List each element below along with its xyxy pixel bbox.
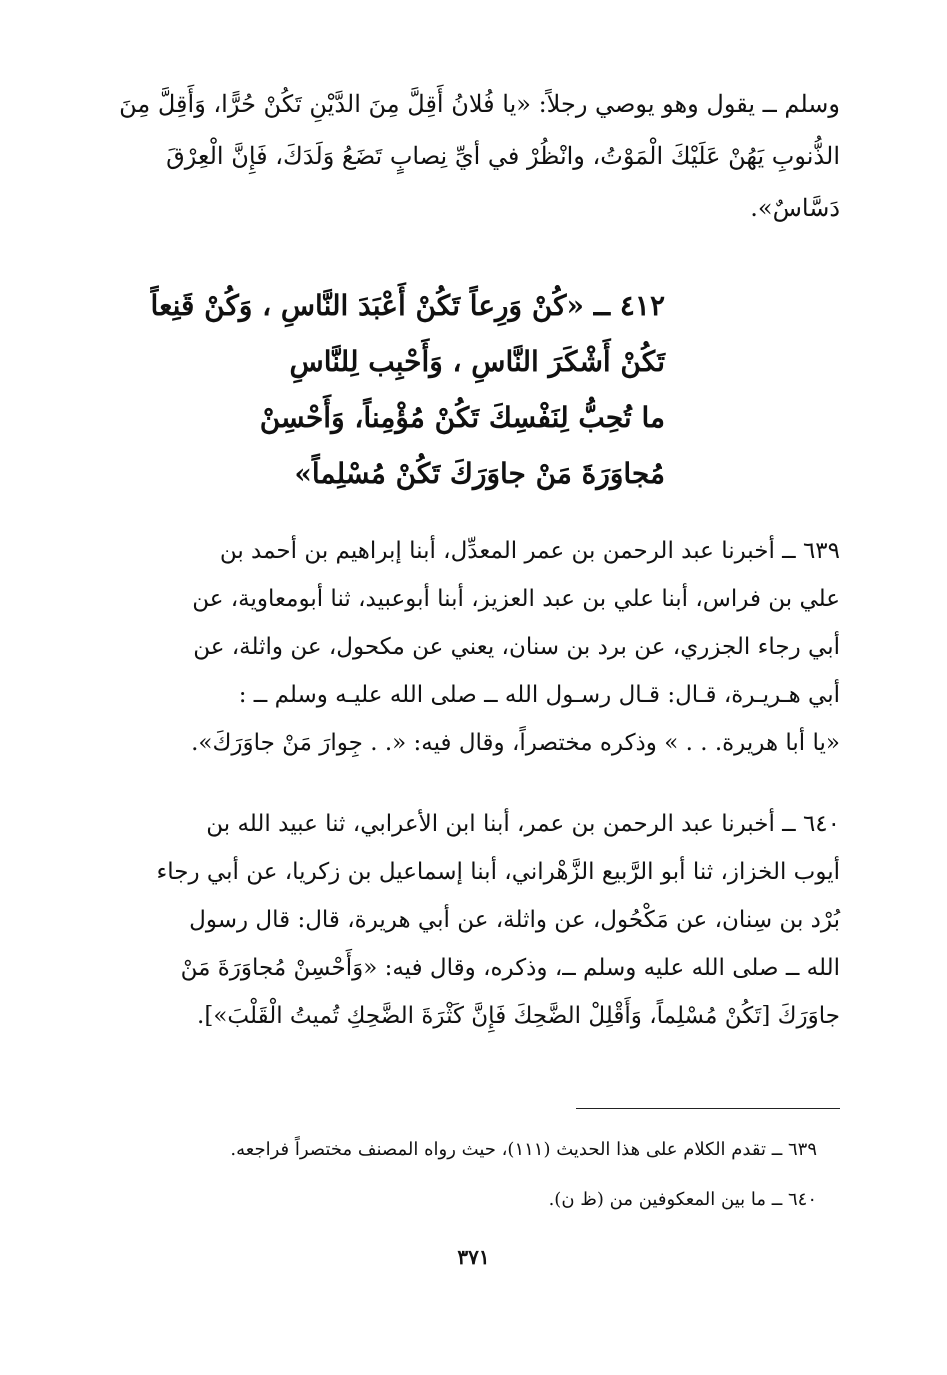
text-line: أيوب الخزاز، ثنا أبو الرَّبيع الزَّهْراني، أبنا إسماعيل بن زكريا، عن أبي رجاء	[156, 859, 840, 885]
text-line: جاوَرَكَ [تَكُنْ مُسْلِماً، وَأَقْلِلْ الضَّحِكَ فَإِنَّ كَثْرَةَ الضَّحِكِ تُميتُ الْقَلْبَ»].	[197, 1003, 840, 1029]
text-line: الذُّنوبِ يَهُنْ عَلَيْكَ الْمَوْتُ، وانْظُرْ في أيِّ نِصابٍ تَضَعُ وَلَدَكَ، فَإِنَّ الْعِرْقَ	[166, 142, 840, 170]
text-line: ٦٣٩ ــ أخبرنا عبد الرحمن بن عمر المعدِّل، أبنا إبراهيم بن أحمد بن	[219, 538, 840, 564]
text-line: أبي هـريـرة، قـال: قـال رسـول الله ــ صلى الله عليـه وسلم ــ :	[238, 682, 840, 708]
page-number: ٣٧١	[457, 1245, 490, 1269]
verse-line: ما تُحِبُّ لِنَفْسِكَ تَكُنْ مُؤْمِناً، وَأَحْسِنْ	[259, 401, 665, 434]
text-line: علي بن فراس، أبنا علي بن عبد العزيز، أبنا أبوعبيد، ثنا أبومعاوية، عن	[192, 586, 840, 612]
text-line: الله ــ صلى الله عليه وسلم ــ، وذكره، وقال فيه: «وَأَحْسِنْ مُجاوَرَةَ مَنْ	[180, 955, 840, 981]
hadith-639-paragraph	[108, 527, 840, 767]
text-line: بُرْد بن سِنان، عن مَكْحُول، عن واثلة، عن أبي هريرة، قال: قال رسول	[189, 907, 840, 933]
intro-paragraph	[110, 78, 840, 234]
footnote-639: ٦٣٩ ــ تقدم الكلام على هذا الحديث (١١١)، حيث رواه المصنف مختصراً فراجعه.	[230, 1139, 817, 1160]
text-line: دَسَّاسٌ».	[750, 194, 840, 222]
footnote-separator	[576, 1108, 840, 1109]
footnote-640: ٦٤٠ ــ ما بين المعكوفين من (ظ ن).	[548, 1189, 817, 1210]
verse-412	[150, 278, 665, 502]
verse-line: مُجاوَرَةَ مَنْ جاوَرَكَ تَكُنْ مُسْلِماً»	[294, 457, 665, 490]
verse-line: تَكُنْ أَشْكَرَ النَّاسِ ، وَأَحْبِب لِلنَّاسِ	[289, 345, 665, 378]
verse-line: ٤١٢ ــ «كُنْ وَرِعاً تَكُنْ أَعْبَدَ النَّاسِ ، وَكُنْ قَنِعاً	[150, 289, 665, 322]
text-line: ٦٤٠ ــ أخبرنا عبد الرحمن بن عمر، أبنا ابن الأعرابي، ثنا عبيد الله بن	[206, 811, 840, 837]
text-line: «يا أبا هريرة. . . » وذكره مختصراً، وقال فيه: «. . جِوارَ مَنْ جاوَرَكَ».	[191, 730, 840, 756]
text-line: وسلم ــ يقول وهو يوصي رجلاً: «يا فُلانُ أَقِلَّ مِنَ الدَّيْنِ تَكُنْ حُرًّا، وَأَقِلَّ مِنَ	[119, 90, 840, 118]
text-line: أبي رجاء الجزري، عن برد بن سنان، يعني عن مكحول، عن واثلة، عن	[193, 634, 840, 660]
hadith-640-paragraph	[108, 800, 840, 1040]
